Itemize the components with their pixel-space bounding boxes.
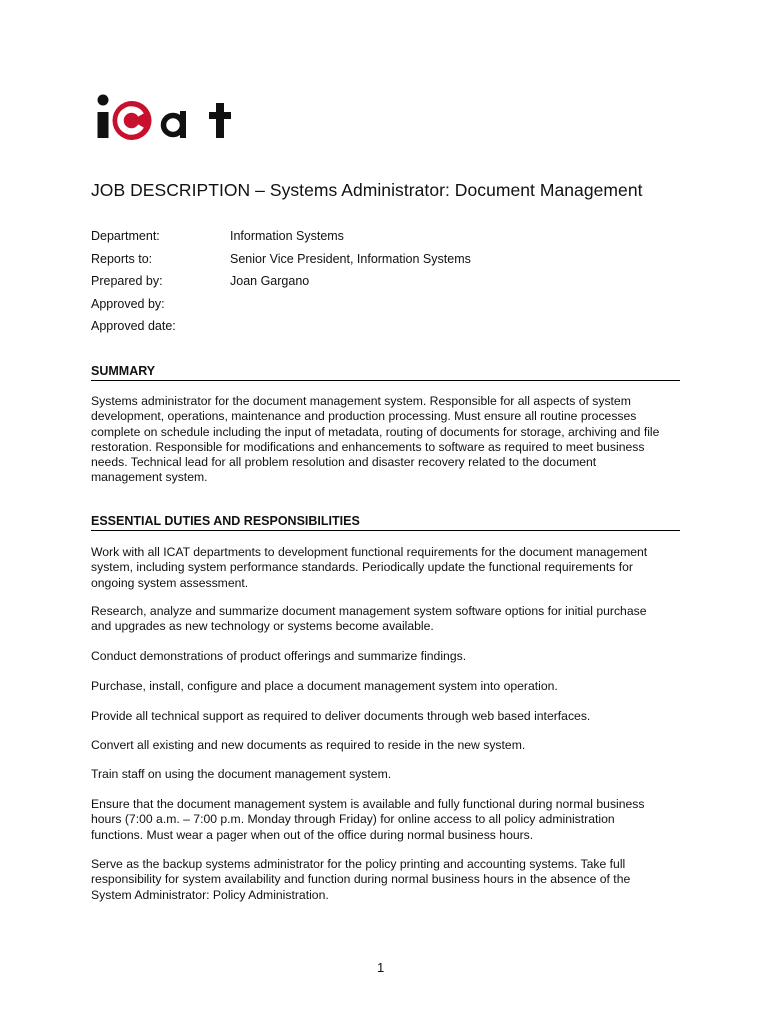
text-line: Purchase, install, configure and place a document management system into operation. bbox=[91, 679, 558, 693]
meta-row-department bbox=[91, 226, 471, 249]
meta-label: Approved by: bbox=[91, 296, 165, 311]
text-line: complete on schedule including the input of metadata, routing of documents for storage, archiving and file bbox=[91, 424, 660, 439]
text-line: Train staff on using the document management system. bbox=[91, 767, 392, 781]
duty-paragraph bbox=[91, 767, 691, 782]
document-title: JOB DESCRIPTION – Systems Administrator: Document Management bbox=[91, 180, 643, 200]
text-line: development, operations, maintenance and production processing. Must ensure all routine processes bbox=[91, 409, 637, 424]
meta-value: Senior Vice President, Information Systems bbox=[230, 251, 471, 266]
text-line: system, including system performance standards. Periodically update the functional requirements for bbox=[91, 560, 633, 575]
duty-paragraph bbox=[91, 857, 691, 903]
text-line: functions. Must wear a pager when out of the office during normal business hours. bbox=[91, 827, 534, 842]
text-line: Research, analyze and summarize document management system software options for initial purchase bbox=[91, 604, 647, 618]
summary-heading: SUMMARY bbox=[91, 364, 680, 381]
text-line: Ensure that the document management system is available and fully functional during normal business bbox=[91, 797, 645, 811]
meta-row-approved-by bbox=[91, 294, 471, 317]
icat-logo bbox=[94, 93, 244, 151]
text-line: Convert all existing and new documents as required to reside in the new system. bbox=[91, 738, 526, 752]
text-line: needs. Technical lead for all problem resolution and disaster recovery related to the document bbox=[91, 455, 597, 470]
duty-paragraph bbox=[91, 545, 691, 591]
duties-heading: ESSENTIAL DUTIES AND RESPONSIBILITIES bbox=[91, 514, 680, 531]
text-line: ongoing system assessment. bbox=[91, 575, 249, 590]
text-line: Serve as the backup systems administrator for the policy printing and accounting systems. Take full bbox=[91, 857, 626, 871]
meta-row-approved-date bbox=[91, 316, 471, 339]
meta-label: Reports to: bbox=[91, 251, 153, 266]
text-line: Systems administrator for the document management system. Responsible for all aspects of system bbox=[91, 394, 631, 408]
meta-row-prepared-by bbox=[91, 271, 471, 294]
text-line: System Administrator: Policy Administration. bbox=[91, 887, 329, 902]
duty-paragraph bbox=[91, 649, 691, 664]
text-line: management system. bbox=[91, 470, 208, 485]
duty-paragraph bbox=[91, 738, 691, 753]
duty-paragraph bbox=[91, 604, 691, 635]
meta-value: Information Systems bbox=[230, 229, 344, 243]
document-meta bbox=[91, 226, 471, 339]
meta-row-reports-to bbox=[91, 249, 471, 272]
text-line: hours (7:00 a.m. – 7:00 p.m. Monday through Friday) for online access to all policy administration bbox=[91, 812, 615, 827]
meta-value: Joan Gargano bbox=[230, 274, 310, 289]
meta-label: Department: bbox=[91, 229, 160, 243]
duty-paragraph bbox=[91, 679, 691, 694]
text-line: restoration. Responsible for modifications and enhancements to software as required to meet business bbox=[91, 439, 645, 454]
text-line: responsibility for system availability and function during normal business hours in the absence of the bbox=[91, 872, 631, 887]
duty-paragraph bbox=[91, 797, 691, 843]
summary-paragraph bbox=[91, 394, 691, 486]
meta-label: Approved date: bbox=[91, 319, 176, 334]
text-line: Work with all ICAT departments to development functional requirements for the document management bbox=[91, 545, 648, 559]
text-line: Conduct demonstrations of product offerings and summarize findings. bbox=[91, 649, 467, 663]
meta-label: Prepared by: bbox=[91, 274, 163, 289]
duty-paragraph bbox=[91, 709, 691, 724]
text-line: Provide all technical support as required to deliver documents through web based interfaces. bbox=[91, 709, 591, 723]
page-number: 1 bbox=[377, 960, 385, 975]
text-line: and upgrades as new technology or systems become available. bbox=[91, 619, 434, 634]
